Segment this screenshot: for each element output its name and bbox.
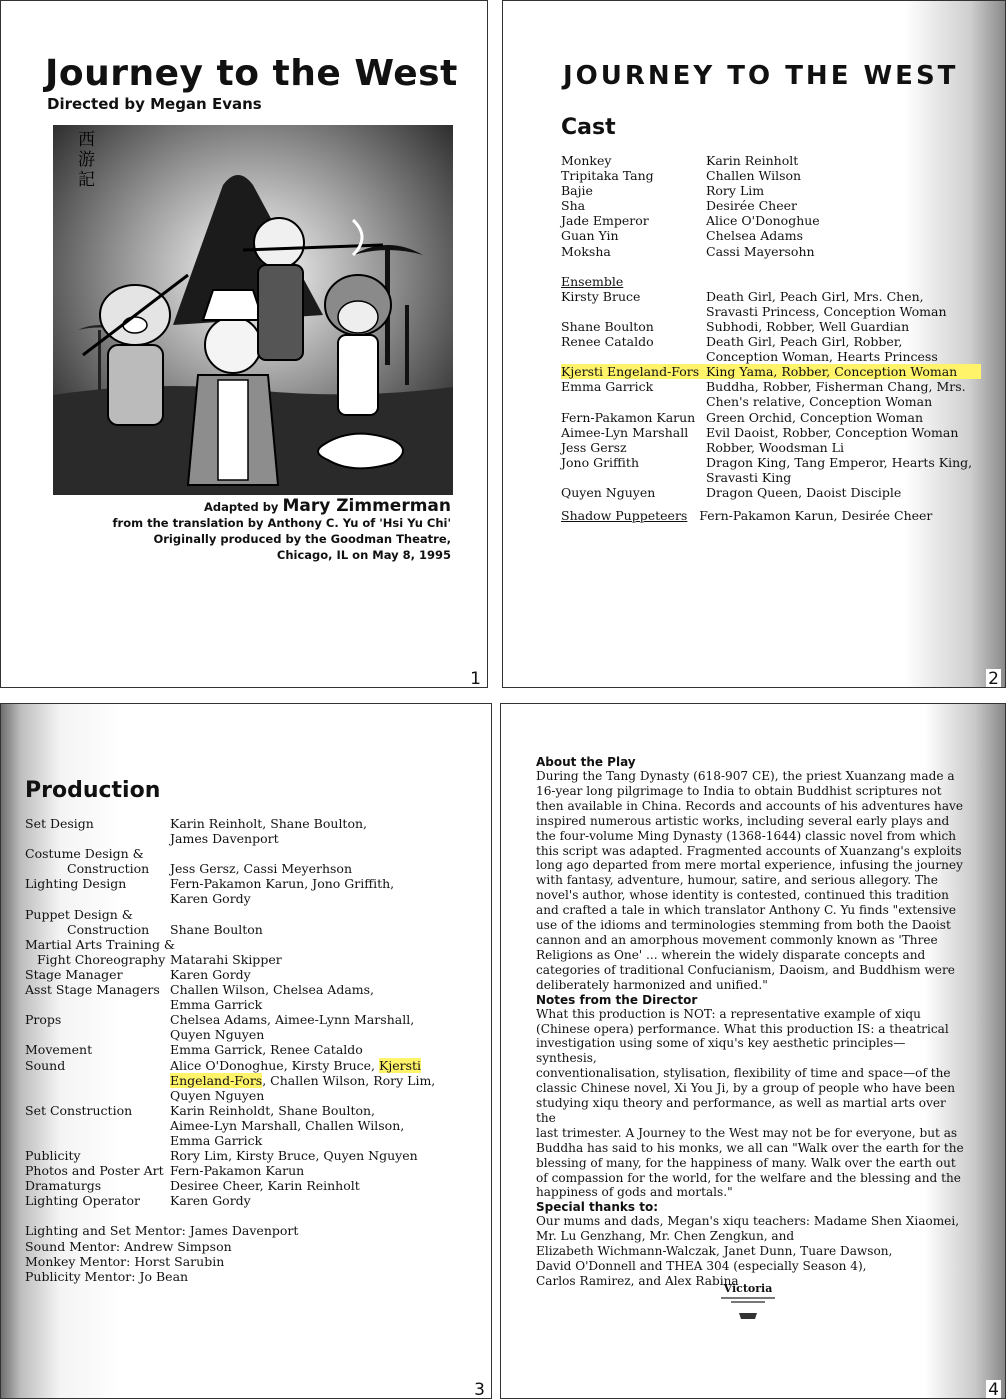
credit-row — [25, 876, 465, 906]
text-line: use of the idioms and terminologies stemming from both the Daoist — [536, 918, 951, 933]
cast-row — [561, 228, 981, 243]
credit-row — [25, 1193, 465, 1208]
cast-role: Jade Emperor — [561, 213, 649, 229]
cast-row — [561, 153, 981, 168]
text-line: Elizabeth Wichmann-Walczak, Janet Dunn, Tuare Dawson, — [536, 1244, 893, 1259]
produced-line-2: Chicago, IL on May 8, 1995 — [276, 548, 451, 562]
cast-role: Sha — [561, 198, 586, 214]
credit-names-line: Aimee-Lyn Marshall, Challen Wilson, — [170, 1117, 405, 1133]
ensemble-actor: Shane Boulton — [561, 318, 654, 334]
cast-heading: Cast — [561, 115, 616, 140]
ensemble-row — [561, 319, 981, 334]
ensemble-roles — [706, 289, 981, 319]
thanks-body — [536, 1214, 964, 1289]
credit-row — [25, 1148, 465, 1163]
ensemble-row — [561, 455, 981, 485]
ensemble-roles: Green Orchid, Conception Woman — [706, 409, 923, 425]
cast-role: Guan Yin — [561, 228, 619, 244]
cast-actor: Chelsea Adams — [706, 228, 803, 244]
credit-role: Photos and Poster Art — [25, 1163, 164, 1179]
credit-role: Asst Stage Managers — [25, 982, 160, 998]
text-line: blessing of many, for the happiness of many. Walk over the earth out — [536, 1155, 956, 1170]
text-line: Buddha has said to his monks, we all can "Walk over the earth for the — [536, 1140, 964, 1155]
ensemble-roles-line: Conception Woman, Hearts Princess — [706, 349, 938, 365]
cast-role: Tripitaka Tang — [561, 168, 654, 184]
cover-credits — [113, 498, 451, 563]
ensemble-roles-line: Chen's relative, Conception Woman — [706, 394, 933, 410]
page-number: 1 — [470, 669, 481, 688]
credit-row — [25, 1012, 465, 1042]
about-heading: About the Play — [536, 755, 636, 769]
notes-body — [536, 1007, 964, 1201]
credit-role: Set Design — [25, 816, 94, 831]
cover-illustration — [53, 125, 453, 495]
logo-text: Victoria — [723, 1282, 773, 1295]
text-line: long ago departed from mere mortal experience, infusing the journey — [536, 858, 963, 873]
cast-actor: Alice O'Donoghue — [706, 213, 820, 229]
credit-role: Martial Arts Training & — [25, 936, 176, 952]
cast-row — [561, 198, 981, 213]
ensemble-roles-line: Sravasti Princess, Conception Woman — [706, 303, 947, 319]
calligraphy-char-3: 記 — [78, 170, 95, 190]
cast-actor: Cassi Mayersohn — [706, 243, 815, 259]
text-line: Religions as One' ... wherein the widely disparate concepts and — [536, 947, 926, 962]
sound-names-part: Alice O'Donoghue, Kirsty Bruce, — [170, 1057, 379, 1073]
text-line: the four-volume Ming Dynasty (1368-1644) classic novel from which — [536, 828, 957, 843]
credit-names: Matarahi Skipper — [170, 951, 282, 967]
text-line: conventionalisation, stylisation, flexibility of time and space—of the — [536, 1066, 951, 1081]
ensemble-row — [561, 379, 981, 409]
text-line: novel's author, whose identity is contested, continued this tradition — [536, 888, 949, 903]
credit-names — [170, 876, 465, 906]
ensemble-row — [561, 410, 981, 425]
produced-line-1: Originally produced by the Goodman Theatre, — [153, 532, 451, 546]
credit-names: Karen Gordy — [170, 1193, 251, 1209]
text-line: inspired numerous artistic works, including several early plays and — [536, 813, 950, 828]
ensemble-row — [561, 425, 981, 440]
credit-row — [25, 967, 465, 982]
credit-names — [170, 1103, 465, 1148]
sound-names-part: , Challen Wilson, Rory Lim, — [262, 1072, 436, 1088]
text-line: What this production is NOT: a representative example of xiqu — [536, 1006, 921, 1021]
cast-role: Bajie — [561, 183, 593, 199]
credit-role: Props — [25, 1012, 62, 1028]
cast-page — [502, 0, 1006, 688]
text-line: of compassion for the world, for the welfare and the blessing and the — [536, 1170, 961, 1185]
text-line: cannon and an amorphous movement commonly known as 'Three — [536, 932, 938, 947]
adapted-prefix: Adapted by — [204, 500, 279, 514]
translation-line — [113, 515, 451, 531]
ensemble-actor: Emma Garrick — [561, 379, 654, 395]
ensemble-actor: Aimee-Lyn Marshall — [561, 424, 689, 440]
cast-list — [561, 153, 981, 523]
cast-actor: Karin Reinholt — [706, 153, 799, 168]
credit-row — [25, 1103, 465, 1148]
credit-row — [25, 1163, 465, 1178]
shadow-puppeteers-line — [561, 508, 981, 523]
credit-role: Construction — [67, 861, 150, 877]
text-line: deliberately harmonized and unified." — [536, 977, 768, 992]
text-line: Mr. Lu Genzhang, Mr. Chen Zengkun, and — [536, 1229, 795, 1244]
credit-names-line: Chelsea Adams, Aimee-Lynn Marshall, — [170, 1012, 415, 1028]
credit-role: Set Construction — [25, 1102, 133, 1118]
adapter-name: Mary Zimmerman — [282, 496, 451, 516]
text-line: last trimester. A Journey to the West may not be for everyone, but as — [536, 1125, 958, 1140]
cast-actor: Desirée Cheer — [706, 198, 797, 214]
ensemble-roles-line: Death Girl, Peach Girl, Robber, — [706, 334, 903, 350]
crest-icon — [738, 1312, 758, 1320]
ensemble-actor: Jess Gersz — [561, 439, 627, 455]
translation-prefix: from the translation by — [112, 516, 264, 530]
text-line: categories of traditional Confucianism, Daoism, and Buddhism were — [536, 962, 955, 977]
ensemble-actor: Quyen Nguyen — [561, 484, 656, 500]
highlighted-name: Engeland-Fors — [170, 1072, 263, 1088]
about-body — [536, 769, 964, 993]
ensemble-row — [561, 334, 981, 364]
production-page — [0, 703, 492, 1399]
ensemble-heading: Ensemble — [561, 273, 624, 289]
credit-row — [25, 922, 465, 937]
ensemble-actor: Renee Cataldo — [561, 334, 654, 350]
highlighted-name: Kjersti — [379, 1057, 422, 1073]
credit-role: Dramaturgs — [25, 1178, 102, 1194]
credit-role: Lighting Design — [25, 876, 127, 892]
credit-names: Karen Gordy — [170, 966, 251, 982]
text-line: During the Tang Dynasty (618-907 CE), the priest Xuanzang made a — [536, 769, 955, 783]
cast-row — [561, 213, 981, 228]
text-line: studying xiqu theory and performance, as well as martial arts over the — [536, 1096, 946, 1125]
credit-role: Publicity — [25, 1148, 81, 1164]
credit-role: Fight Choreography — [37, 951, 166, 967]
credit-names: Desiree Cheer, Karin Reinholt — [170, 1178, 360, 1194]
credit-row — [25, 816, 465, 846]
credit-role: Stage Manager — [25, 966, 123, 982]
text-line: and crafted a tale in which translator Anthony C. Yu finds "extensive — [536, 903, 957, 918]
credit-names — [170, 1058, 465, 1103]
ensemble-roles — [706, 334, 981, 364]
ensemble-actor: Kjersti Engeland-Fors — [561, 364, 700, 380]
credit-names-line: Challen Wilson, Chelsea Adams, — [170, 982, 375, 998]
credit-role: Sound — [25, 1057, 66, 1073]
credit-row — [25, 861, 465, 876]
credit-names: Rory Lim, Kirsty Bruce, Quyen Nguyen — [170, 1148, 418, 1164]
text-line: Carlos Ramirez, and Alex Rabina — [536, 1274, 739, 1288]
credit-role: Construction — [67, 921, 150, 937]
cover-title: Journey to the West — [45, 53, 458, 94]
ensemble-roles-line: Dragon King, Tang Emperor, Hearts King, — [706, 454, 973, 470]
credit-names-line: James Davenport — [170, 831, 279, 847]
ensemble-roles: Subhodi, Robber, Well Guardian — [706, 318, 910, 334]
calligraphy-char-1: 西 — [78, 130, 95, 150]
production-list — [25, 816, 465, 1284]
credit-names: Emma Garrick, Renee Cataldo — [170, 1042, 363, 1058]
text-line: classic Chinese novel, Xi You Ji, by a group of people who have been — [536, 1081, 955, 1096]
ensemble-row — [561, 440, 981, 455]
text-line: with fantasy, adventure, humour, satire, and serious allegory. The — [536, 873, 938, 888]
ensemble-roles-line: Sravasti King — [706, 469, 792, 485]
thanks-heading: Special thanks to: — [536, 1200, 658, 1215]
cast-row — [561, 244, 981, 259]
credit-row — [25, 1042, 465, 1057]
cast-role: Moksha — [561, 243, 611, 259]
notes-text — [536, 755, 964, 1289]
calligraphy-char-2: 游 — [78, 150, 95, 170]
mentors-list — [25, 1223, 465, 1283]
ensemble-actor: Fern-Pakamon Karun — [561, 409, 696, 425]
cast-page-title: JOURNEY TO THE WEST — [563, 61, 959, 91]
credit-role: Puppet Design & — [25, 906, 133, 922]
cast-actor: Rory Lim — [706, 183, 765, 199]
ensemble-roles: Evil Daoist, Robber, Conception Woman — [706, 424, 959, 440]
text-line: then available in China. Records and accounts of his adventures have — [536, 798, 964, 813]
ensemble-roles: King Yama, Robber, Conception Woman — [706, 364, 958, 380]
text-line: (Chinese opera) performance. What this production IS: a theatrical — [536, 1021, 949, 1036]
sound-names-part: Quyen Nguyen — [170, 1087, 265, 1103]
shadow-names: Fern-Pakamon Karun, Desirée Cheer — [699, 508, 933, 524]
ensemble-roles — [706, 379, 981, 409]
cast-row — [561, 168, 981, 183]
credit-names: Jess Gersz, Cassi Meyerhson — [170, 861, 353, 877]
ensemble-row — [561, 289, 981, 319]
credit-names-line: Emma Garrick — [170, 1132, 263, 1148]
mentor-line: Publicity Mentor: Jo Bean — [25, 1268, 189, 1284]
adapted-by-line — [113, 498, 451, 515]
program-cover-page — [0, 0, 488, 688]
credit-row — [25, 1178, 465, 1193]
text-line: 16-year long pilgrimage to India to obtain Buddhist scriptures not — [536, 783, 942, 798]
translator-name: Anthony C. Yu of 'Hsi Yu Chi' — [267, 516, 451, 530]
ensemble-row — [561, 485, 981, 500]
text-line: happiness of gods and mortals." — [536, 1185, 733, 1200]
ensemble-roles: Robber, Woodsman Li — [706, 439, 844, 455]
production-heading: Production — [25, 778, 161, 803]
credit-names: Shane Boulton — [170, 921, 263, 937]
credit-row — [25, 982, 465, 1012]
credit-names — [170, 1012, 465, 1042]
page-number: 3 — [474, 1380, 485, 1399]
credit-names: Fern-Pakamon Karun — [170, 1163, 305, 1179]
credit-role: Movement — [25, 1042, 93, 1058]
ensemble-roles: Dragon Queen, Daoist Disciple — [706, 484, 902, 500]
credit-role: Lighting Operator — [25, 1193, 140, 1209]
ensemble-roles — [706, 455, 981, 485]
credit-row — [25, 952, 465, 967]
credit-names — [170, 982, 465, 1012]
credit-role: Costume Design & — [25, 846, 144, 862]
victoria-logo — [713, 1282, 783, 1324]
shadow-heading: Shadow Puppeteers — [561, 508, 688, 524]
ensemble-roles-line: Death Girl, Peach Girl, Mrs. Chen, — [706, 288, 924, 304]
mentor-line: Lighting and Set Mentor: James Davenport — [25, 1223, 299, 1239]
credit-row — [25, 1058, 465, 1103]
credit-names — [170, 816, 465, 846]
text-line: investigation using some of xiqu's key aesthetic principles—synthesis, — [536, 1036, 906, 1066]
text-line: David O'Donnell and THEA 304 (especially Season 4), — [536, 1259, 867, 1274]
mentor-line: Sound Mentor: Andrew Simpson — [25, 1238, 232, 1254]
cast-role: Monkey — [561, 153, 612, 168]
credit-names-line: Karin Reinholt, Shane Boulton, — [170, 816, 368, 831]
ensemble-actor: Kirsty Bruce — [561, 288, 641, 304]
credit-names-line: Quyen Nguyen — [170, 1027, 265, 1043]
credit-names-line: Karen Gordy — [170, 891, 251, 907]
mentor-line: Monkey Mentor: Horst Sarubin — [25, 1253, 225, 1269]
ensemble-actor: Jono Griffith — [561, 454, 639, 470]
credit-names-line: Emma Garrick — [170, 997, 263, 1013]
ensemble-row-highlighted — [561, 364, 981, 379]
page-number: 4 — [988, 1380, 999, 1399]
page-number: 2 — [988, 669, 999, 688]
text-line: this script was adapted. Fragmented accounts of Xuanzang's exploits — [536, 843, 962, 858]
cover-director: Directed by Megan Evans — [47, 95, 262, 113]
cast-actor: Challen Wilson — [706, 168, 802, 184]
credit-names-line: Karin Reinholdt, Shane Boulton, — [170, 1102, 376, 1118]
text-line: Our mums and dads, Megan's xiqu teachers: Madame Shen Xiaomei, — [536, 1214, 960, 1229]
credit-names-line: Fern-Pakamon Karun, Jono Griffith, — [170, 876, 395, 892]
cast-row — [561, 183, 981, 198]
ensemble-roles-line: Buddha, Robber, Fisherman Chang, Mrs. — [706, 379, 966, 395]
notes-page — [500, 703, 1006, 1399]
notes-heading: Notes from the Director — [536, 992, 698, 1007]
